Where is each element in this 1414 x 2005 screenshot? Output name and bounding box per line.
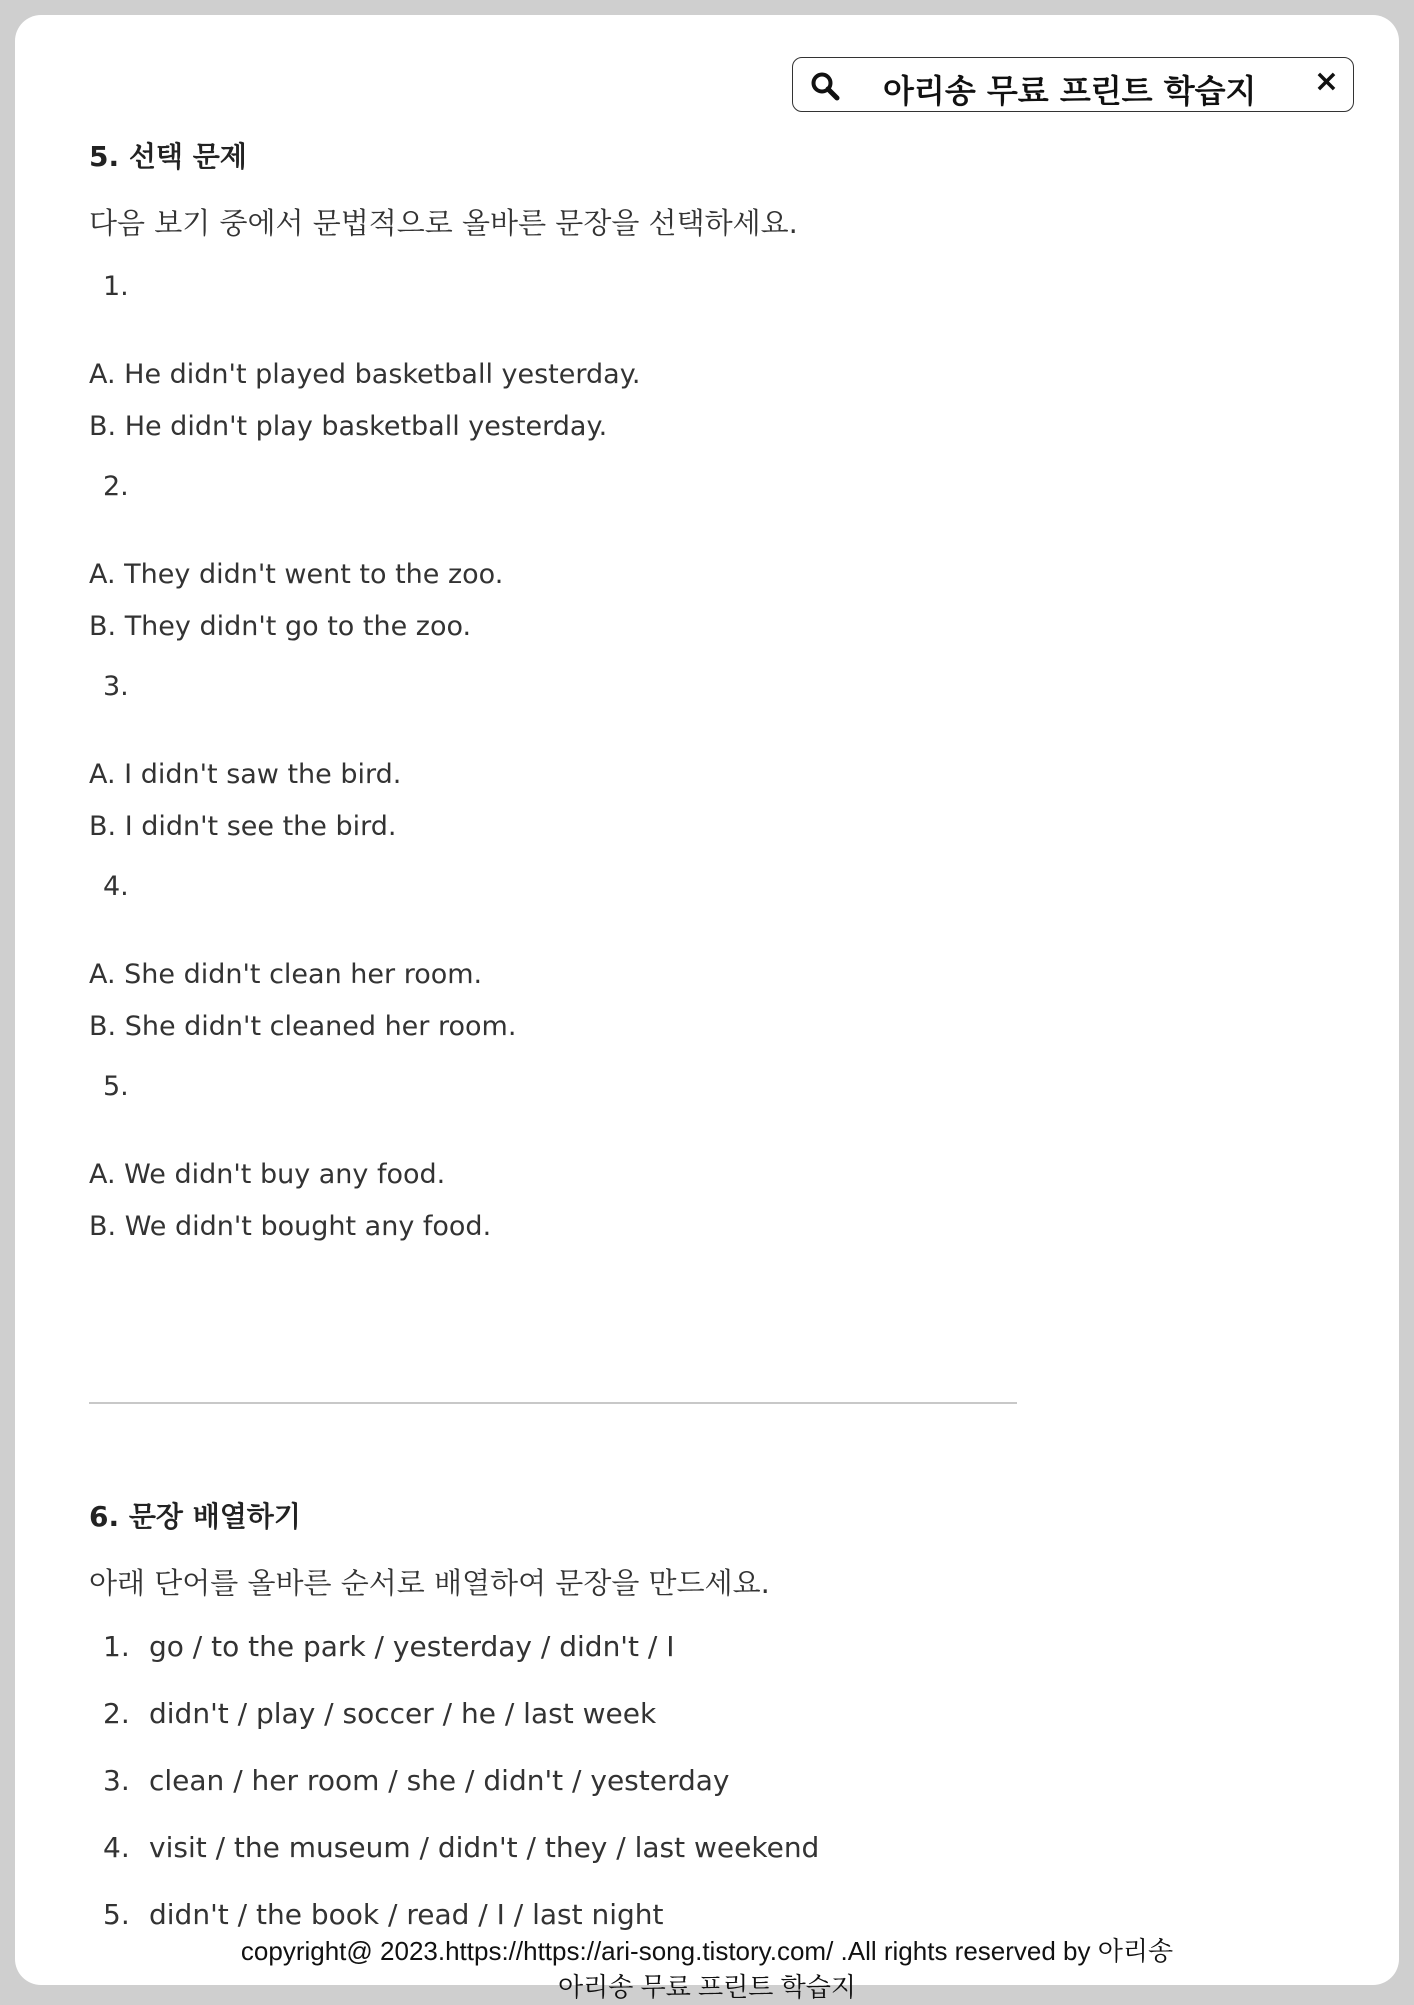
search-icon[interactable] — [809, 70, 841, 102]
question-number: 3. — [103, 671, 129, 702]
list-item — [103, 1828, 1349, 1868]
section-5-instruction: 다음 보기 중에서 문법적으로 올바른 문장을 선택하세요. — [89, 206, 798, 240]
question-4 — [89, 867, 1349, 1047]
item-number: 3. — [103, 1764, 130, 1797]
footer — [15, 1933, 1399, 2005]
section-6-instruction: 아래 단어를 올바른 순서로 배열하여 문장을 만드세요. — [89, 1566, 770, 1600]
item-text: didn't / the book / read / I / last night — [149, 1898, 664, 1931]
search-query[interactable]: 아리송 무료 프린트 학습지 — [883, 72, 1257, 110]
option-a: A. We didn't buy any food. — [89, 1159, 446, 1190]
item-number: 5. — [103, 1898, 130, 1931]
copyright-line: copyright@ 2023.https://https://ari-song.tistory.com/ .All rights reserved by 아리송 — [240, 1936, 1174, 1966]
option-b: B. They didn't go to the zoo. — [89, 611, 472, 642]
option-a: A. They didn't went to the zoo. — [89, 559, 504, 590]
list-item — [103, 1761, 1349, 1801]
list-item — [103, 1627, 1349, 1667]
footer-brand: 아리송 무료 프린트 학습지 — [558, 1972, 856, 2002]
item-number: 2. — [103, 1697, 130, 1730]
section-5 — [89, 135, 1349, 1267]
question-3 — [89, 667, 1349, 847]
worksheet-page — [15, 15, 1399, 2002]
question-2 — [89, 467, 1349, 647]
section-6-title: 6. 문장 배열하기 — [89, 1500, 301, 1533]
option-b: B. We didn't bought any food. — [89, 1211, 492, 1242]
question-number: 5. — [103, 1071, 129, 1102]
question-5 — [89, 1067, 1349, 1247]
question-number: 1. — [103, 271, 129, 302]
search-bar[interactable] — [792, 57, 1354, 112]
item-number: 4. — [103, 1831, 130, 1864]
option-b: B. I didn't see the bird. — [89, 811, 397, 842]
question-1 — [89, 267, 1349, 447]
close-icon[interactable]: × — [1313, 64, 1339, 99]
list-item — [103, 1895, 1349, 1935]
list-item — [103, 1694, 1349, 1734]
option-b: B. She didn't cleaned her room. — [89, 1011, 517, 1042]
option-a: A. She didn't clean her room. — [89, 959, 483, 990]
item-text: go / to the park / yesterday / didn't / I — [149, 1630, 675, 1663]
section-5-title: 5. 선택 문제 — [89, 140, 247, 173]
question-number: 2. — [103, 471, 129, 502]
item-number: 1. — [103, 1630, 130, 1663]
option-b: B. He didn't play basketball yesterday. — [89, 411, 608, 442]
item-text: didn't / play / soccer / he / last week — [149, 1697, 657, 1730]
question-number: 4. — [103, 871, 129, 902]
option-a: A. I didn't saw the bird. — [89, 759, 402, 790]
item-text: visit / the museum / didn't / they / last weekend — [149, 1831, 820, 1864]
section-divider — [89, 1402, 1017, 1404]
item-text: clean / her room / she / didn't / yesterday — [149, 1764, 730, 1797]
option-a: A. He didn't played basketball yesterday. — [89, 359, 641, 390]
section-6 — [89, 1495, 1349, 1962]
